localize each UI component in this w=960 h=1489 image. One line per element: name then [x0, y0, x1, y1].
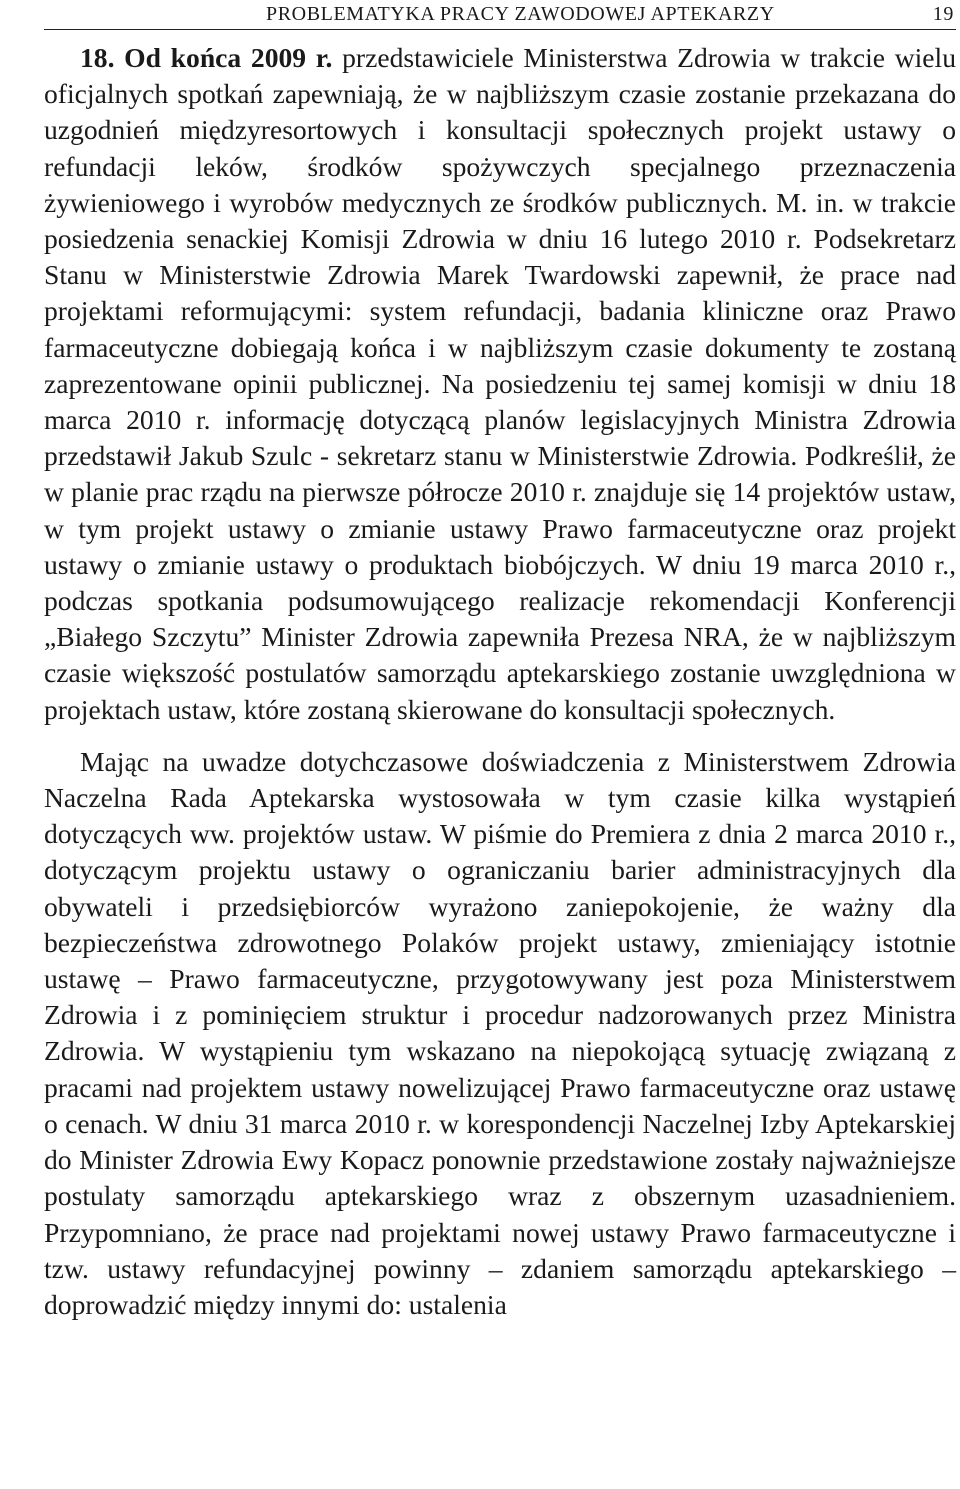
document-page — [44, 0, 956, 1323]
running-header — [44, 0, 956, 30]
paragraph — [44, 744, 956, 1323]
paragraph — [44, 40, 956, 728]
page-number: 19 — [932, 3, 954, 25]
paragraph-text: przedstawiciele Ministerstwa Zdrowia w trakcie wielu oficjalnych spotkań zapewniają, że w najbliższym czasie zostanie przekazana do uzgodnień międzyresortowych i konsultacji społecznych projekt ustawy o refundacji leków, środków spożywczych specjalnego przeznaczenia żywieniowego i wyrobów medycznych ze środków publicznych. M. in. w trakcie posiedzenia senackiej Komisji Zdrowia w dniu 16 lutego 2010 r. Podsekretarz Stanu w Ministerstwie Zdrowia Marek Twardowski zapewnił, że prace nad projektami reformującymi: system refundacji, badania kliniczne oraz Prawo farmaceutyczne dobiegają końca i w najbliższym czasie dokumenty te zostaną zaprezentowane opinii publicznej. — [44, 42, 956, 399]
paragraph-text: Na posiedzeniu tej samej komisji w dniu 18 marca 2010 r. informację dotyczącą planów legislacyjnych Ministra Zdrowia przedstawił Jakub Szulc - sekretarz stanu w Ministerstwie Zdrowia. Podkreślił, że w planie prac rządu na pierwsze półrocze 2010 r. znajduje się 14 projektów ustaw, w tym projekt ustawy o zmianie ustawy Prawo farmaceutyczne oraz projekt ustawy o zmianie ustawy o produktach biobójczych. — [44, 367, 956, 580]
paragraph-text: W dniu 19 marca 2010 r., podczas spotkania podsumowującego realizacje rekomendacji Konferencji „Białego Szczytu” Minister Zdrowia zapewniła Prezesa NRA, że w najbliższym czasie większość postulatów samorządu aptekarskiego zostanie uwzględniona w projektach ustaw, które zostaną skierowane do konsultacji społecznych. — [44, 548, 956, 725]
paragraph-text: W dniu 31 marca 2010 r. w korespondencji Naczelnej Izby Aptekarskiej do Minister Zdrowia Ewy Kopacz ponownie przedstawione zostały najważniejsze postulaty samorządu aptekarskiego wraz z obszernym uzasadnieniem. Przypomniano, że prace nad projektami nowej ustawy Prawo farmaceutyczne i tzw. ustawy refundacyjnej powinny – zdaniem samorządu aptekarskiego – doprowadzić między innymi do: ustalenia — [44, 1107, 956, 1320]
body-text — [44, 40, 956, 1323]
running-title: PROBLEMATYKA PRACY ZAWODOWEJ APTEKARZY — [265, 3, 775, 25]
paragraph-lead: 18. Od końca 2009 r. — [80, 42, 333, 73]
paragraph-text: Mając na uwadze dotychczasowe doświadczenia z Ministerstwem Zdrowia Naczelna Rada Aptekarska wystosowała w tym czasie kilka wystąpień dotyczących ww. projektów ustaw. W piśmie do Premiera z dnia 2 marca 2010 r., dotyczącym projektu ustawy o ograniczaniu barier administracyjnych dla obywateli i przedsiębiorców wyrażono zaniepokojenie, że ważny dla bezpieczeństwa zdrowotnego Polaków projekt ustawy, zmieniający istotnie ustawę – Prawo farmaceutyczne, przygotowywany jest poza Ministerstwem Zdrowia i z pominięciem struktur i procedur nadzorowanych przez Ministra Zdrowia. W wystąpieniu tym wskazano na niepokojącą sytuację związaną z pracami nad projektem ustawy nowelizującej Prawo farmaceutyczne oraz ustawę o cenach. — [44, 745, 956, 1139]
